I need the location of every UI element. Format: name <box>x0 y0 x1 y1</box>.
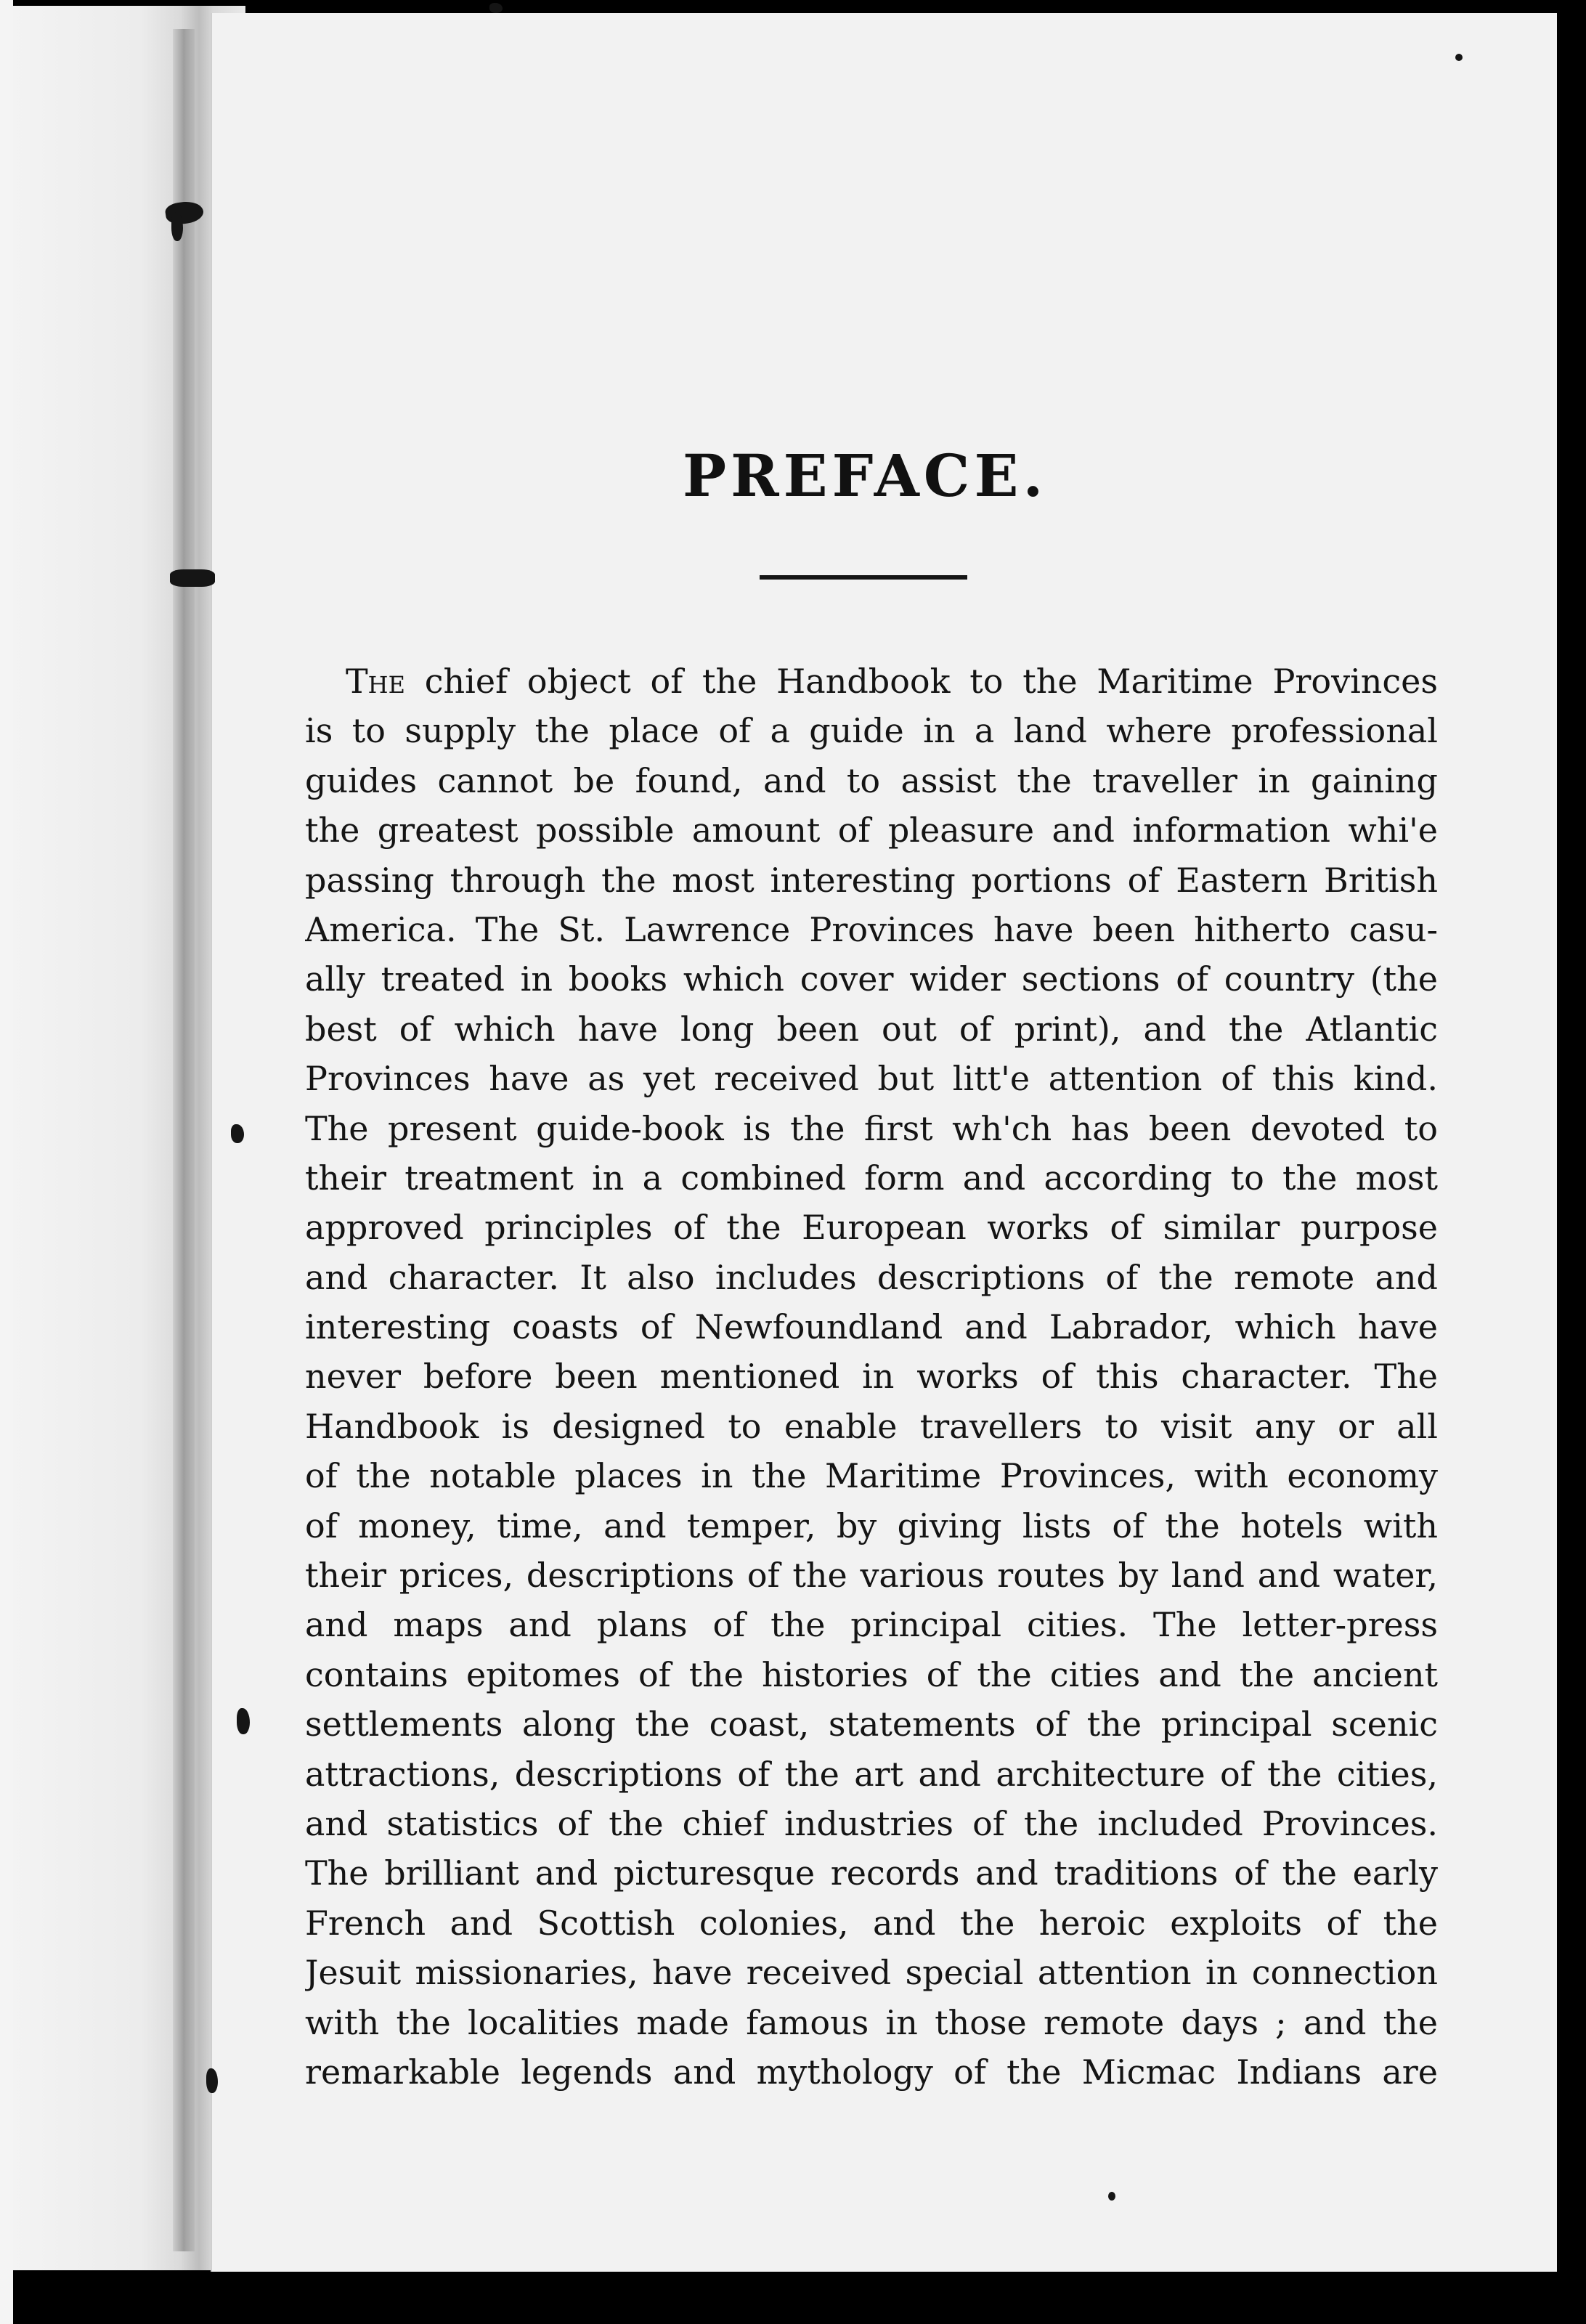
text-line: approved principles of the European works of similar purpose <box>305 1208 1438 1248</box>
text-line <box>305 657 1438 706</box>
text-line: is to supply the place of a guide in a land where professional <box>305 711 1438 751</box>
text-line: their treatment in a combined form and according to the most <box>305 1158 1438 1198</box>
text-line: Provinces have as yet received but litt'e attention of this kind. <box>305 1059 1438 1099</box>
preface-body <box>305 657 1438 2097</box>
text-line: French and Scottish colonies, and the heroic exploits of the <box>305 1903 1438 1943</box>
speck <box>1455 54 1463 61</box>
text-line: America. The St. Lawrence Provinces have been hitherto casu- <box>305 909 1438 949</box>
binding-mark <box>237 1708 250 1734</box>
text-line: of money, time, and temper, by giving lists of the hotels with <box>305 1506 1438 1545</box>
text-line: their prices, descriptions of the various routes by land and water, <box>305 1556 1438 1596</box>
binding-mark <box>206 2068 218 2093</box>
gutter-shadow <box>173 29 195 2251</box>
text-line: The brilliant and picturesque records and traditions of the early <box>305 1853 1438 1893</box>
text-line: of the notable places in the Maritime Provinces, with economy <box>305 1456 1438 1496</box>
text-line: and statistics of the chief industries of the included Provinces. <box>305 1803 1438 1843</box>
binding-mark <box>171 212 183 241</box>
text-line: the greatest possible amount of pleasure and information whi'e <box>305 810 1438 850</box>
speck <box>489 3 503 13</box>
text-line: best of which have long been out of print), and the Atlantic <box>305 1009 1438 1049</box>
binding-mark <box>170 569 215 587</box>
text-line: Handbook is designed to enable travellers to visit any or all <box>305 1406 1438 1446</box>
text-line: and character. It also includes descriptions of the remote and <box>305 1257 1438 1297</box>
text-line-content: chief object of the Handbook to the Maritime Provinces <box>404 662 1438 701</box>
speck <box>1108 2192 1115 2201</box>
text-line: attractions, descriptions of the art and architecture of the cities, <box>305 1754 1438 1794</box>
text-line: contains epitomes of the histories of the cities and the ancient <box>305 1654 1438 1694</box>
text-line: interesting coasts of Newfoundland and Labrador, which have <box>305 1307 1438 1347</box>
text-line: settlements along the coast, statements of the principal scenic <box>305 1705 1438 1744</box>
lead-word: The <box>346 662 405 701</box>
binding-mark <box>231 1124 244 1143</box>
text-line: and maps and plans of the principal cities. The letter-press <box>305 1605 1438 1645</box>
title-rule <box>760 575 967 580</box>
text-line: never before been mentioned in works of this character. The <box>305 1357 1438 1397</box>
text-line: ally treated in books which cover wider sections of country (the <box>305 959 1438 999</box>
page-title: PREFACE. <box>683 442 1048 510</box>
text-line: remarkable legends and mythology of the Micmac Indians are <box>305 2052 1438 2092</box>
text-line: The present guide-book is the first wh'ch has been devoted to <box>305 1108 1438 1148</box>
text-line: with the localities made famous in those remote days ; and the <box>305 2002 1438 2042</box>
scanner-frame-edge <box>0 0 13 2324</box>
text-line: Jesuit missionaries, have received special attention in connection <box>305 1953 1438 1993</box>
text-line: passing through the most interesting portions of Eastern British <box>305 860 1438 900</box>
text-line: guides cannot be found, and to assist the traveller in gaining <box>305 760 1438 800</box>
